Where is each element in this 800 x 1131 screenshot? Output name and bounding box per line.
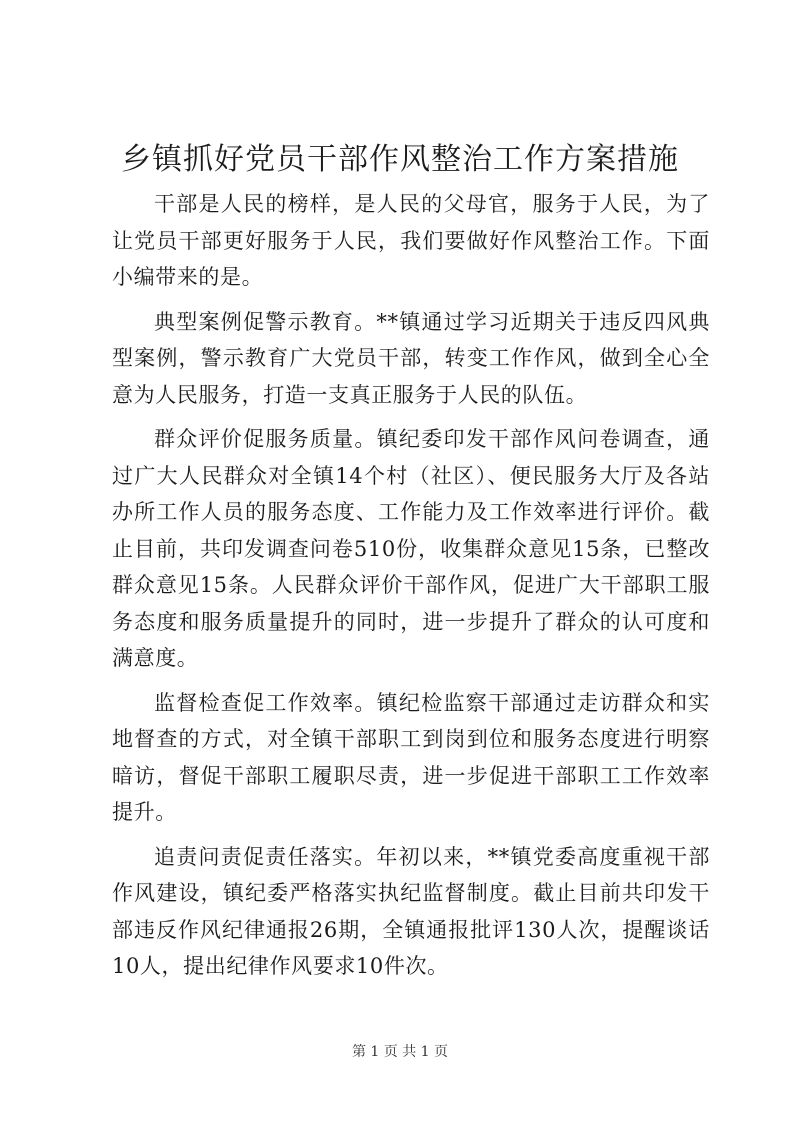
paragraph-intro: 干部是人民的榜样，是人民的父母官，服务于人民，为了让党员干部更好服务于人民，我们要做好作风整治工作。下面小编带来的是。 (112, 192, 710, 289)
paragraph-accountability: 追责问责促责任落实。年初以来，**镇党委高度重视干部作风建设，镇纪委严格落实执纪监督制度。截止目前共印发干部违反作风纪律通报26期，全镇通报批评130人次，提醒谈话10人，提出纪律作风要求10件次。 (112, 844, 710, 978)
page-footer: 第 1 页 共 1 页 (351, 1044, 449, 1060)
document-body (112, 186, 710, 993)
document-title: 乡镇抓好党员干部作风整治工作方案措施 (121, 142, 679, 177)
paragraph-supervision: 监督检查促工作效率。镇纪检监察干部通过走访群众和实地督查的方式，对全镇干部职工到岗到位和服务态度进行明察暗访，督促干部职工履职尽责，进一步促进干部职工工作效率提升。 (112, 690, 710, 824)
paragraph-case-education: 典型案例促警示教育。**镇通过学习近期关于违反四风典型案例，警示教育广大党员干部，转变工作作风，做到全心全意为人民服务，打造一支真正服务于人民的队伍。 (112, 309, 710, 407)
paragraph-public-evaluation: 群众评价促服务质量。镇纪委印发干部作风问卷调查，通过广大人民群众对全镇14个村（社区）、便民服务大厅及各站办所工作人员的服务态度、工作能力及工作效率进行评价。截止目前，共印发调查问卷510份，收集群众意见15条，已整改群众意见15条。人民群众评价干部作风，促进广大干部职工服务态度和服务质量提升的同时，进一步提升了群众的认可度和满意度。 (112, 427, 710, 670)
